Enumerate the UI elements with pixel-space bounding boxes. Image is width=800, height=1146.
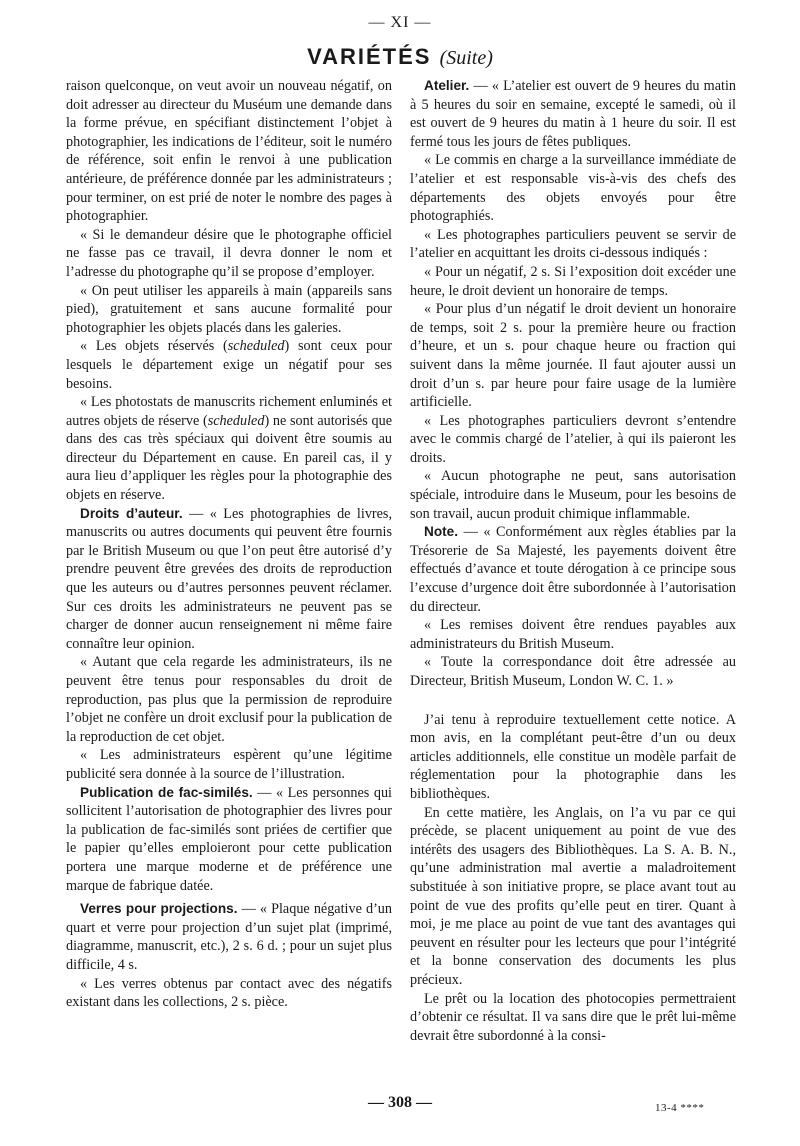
section-heading-droits: Droits d’auteur. [80, 505, 183, 521]
paragraph: « Pour un négatif, 2 s. Si l’exposition doit excéder une heure, le droit devient un honoraire de temps. [410, 263, 736, 299]
right-column [410, 77, 736, 1045]
paragraph [66, 337, 392, 393]
text: « Les photostats de manuscrits richement enluminés et autres objets de réserve ( [66, 394, 392, 429]
left-column [66, 77, 392, 1012]
paragraph: « On peut utiliser les appareils à main (appareils sans pied), gratuitement et sans aucune formalité pour photographier les objets placés dans les galeries. [66, 282, 392, 336]
printer-signature: 13-4 **** [655, 1102, 705, 1114]
paragraph: En cette matière, les Anglais, on l’a vu par ce qui précède, se placent uniquement au point de vue des intérêts des usagers des Bibliothèques. La S. A. B. N., qu’une administration mal avertie a maladroitement substituée à son initiative propre, se place avant tout au point de vue des profits qu’elle peut en tirer. Quant à moi, je me place au point de vue tant des avantages qui peuvent en résulter pour les lecteurs que pour l’intégrité et la bonne conservation des documents les plus précieux. [410, 804, 736, 988]
paragraph [66, 505, 392, 654]
paragraph [410, 77, 736, 151]
paragraph: « Aucun photographe ne peut, sans autorisation spéciale, introduire dans le Museum, pour les besoins de son travail, aucun produit chimique inflammable. [410, 468, 736, 522]
text: — « Plaque négative d’un quart et verre pour projection d’un sujet plat (imprimé, diagramme, manuscrit, etc.), 2 s. 6 d. ; pour un sujet plus difficile, 4 s. [66, 901, 392, 973]
paragraph: « Toute la correspondance doit être adressée au Directeur, British Museum, London W. C. 1. » [410, 654, 736, 689]
section-heading-note: Note. [424, 524, 458, 540]
paragraph: « Les photographes particuliers devront s’entendre avec le commis chargé de l’atelier, à qui ils paieront les droits. [410, 412, 736, 466]
paragraph [410, 523, 736, 616]
title-suite: (Suite) [439, 47, 493, 69]
text: ) ne sont autorisés que dans des cas très spéciaux qui doivent être soumis au directeur du Département en cause. En pareil cas, il y aura lieu d’appliquer les règles pour la photographie des objets en réserve. [66, 412, 392, 504]
text: — « L’atelier est ouvert de 9 heures du matin à 5 heures du soir en semaine, excepté le samedi, où il est ouvert de 9 heures du matin à 1 heure du soir. Il est fermé tous les jours de fêtes publiques. [410, 78, 736, 150]
paragraph [66, 900, 392, 974]
section-heading-atelier: Atelier. [424, 78, 470, 93]
paragraph: J’ai tenu à reproduire textuellement cette notice. A mon avis, en la complétant peut-être d’un ou deux articles additionnels, elle constitue un modèle parfait de réglementation pour la photographie dans les bibliothèques. [410, 711, 736, 802]
paragraph [66, 784, 392, 896]
paragraph: « Les photographes particuliers peuvent se servir de l’atelier en acquittant les droits ci-dessous indiqués : [410, 226, 736, 262]
paragraph: Le prêt ou la location des photocopies permettraient d’obtenir ce résultat. Il va sans dire que le prêt lui-même devrait être subordonné à la consi- [410, 990, 736, 1044]
italic-term: scheduled [207, 412, 265, 429]
page-number: — 308 — [368, 1094, 432, 1111]
italic-term: scheduled [227, 338, 285, 355]
text: — « Les personnes qui sollicitent l’autorisation de photographier des livres pour la publication de fac-similés sont priées de certifier que le papier qu’elles emploieront pour cette publication portera une marque moderne et de préférence une marque de fabrique datée. [66, 784, 392, 894]
paragraph: « Pour plus d’un négatif le droit devient un honoraire de temps, soit 2 s. pour la première heure ou fraction d’heure, et un s. pour chaque heure ou fraction qui suivent dans la même journée. Il faut ajouter aussi un droit d’un s. par heure pour faire usage de la lumière artificielle. [410, 301, 736, 411]
paragraph: raison quelconque, on veut avoir un nouveau négatif, on doit adresser au directeur du Muséum une demande dans la forme prévue, en spécifiant distinctement l’objet à photographier, les indications de l’éditeur, soit le numéro de référence, soit enfin le renvoi à une publication antérieure, de préférence donnée par les administrateurs ; pour terminer, on est prié de noter le nombre des pages à photographier. [66, 78, 392, 225]
title-text: VARIÉTÉS [307, 44, 432, 69]
paragraph: « Le commis en charge a la surveillance immédiate de l’atelier et est responsable vis-à-vis des chefs des départements des objets envoyés pour être photographiés. [410, 152, 736, 225]
paragraph: « Les verres obtenus par contact avec des négatifs existant dans les collections, 2 s. pièce. [66, 975, 392, 1011]
paragraph [66, 393, 392, 505]
section-heading-verres: Verres pour projections. [80, 901, 238, 917]
paragraph: « Les administrateurs espèrent qu’une légitime publicité sera donnée à la source de l’illustration. [66, 747, 392, 782]
section-heading-publication: Publication de fac-similés. [80, 784, 253, 800]
paragraph: « Les remises doivent être rendues payables aux administrateurs du British Museum. [410, 617, 736, 652]
paragraph: « Si le demandeur désire que le photographe officiel ne fasse pas ce travail, il devra donner le nom et l’adresse du photographe qu’il se propose d’employer. [66, 226, 392, 280]
text: ) sont ceux pour lesquels le département exige un négatif pour ses besoins. [66, 338, 393, 392]
page-title [0, 44, 800, 70]
text: — « Les photographies de livres, manuscrits ou autres documents qui peuvent être fournis par le British Museum ou que l’on peut être autorisé d’y prendre peuvent être grevées des droits de reproduction que les auteurs ou d’autres personnes peuvent réclamer. Sur ces droits les administrateurs ne peuvent pas se charger de donner aucun renseignement ni même faire connaître leur opinion. [66, 505, 393, 652]
roman-page-number: — XI — [368, 14, 432, 31]
text: « Les objets réservés ( [80, 338, 228, 355]
paragraph: « Autant que cela regarde les administrateurs, ils ne peuvent être tenus pour responsables du droit de reproduction, pas plus que la permission de reproduire l’objet ne confère un droit exclusif pour la publication de la reproduction de cet objet. [66, 654, 392, 745]
text: — « Conformément aux règles établies par la Trésorerie de Sa Majesté, les payements doivent être effectués d’avance et toute dérogation à ce principe sous l’excuse d’urgence doit être subordonnée à l’autorisation du directeur. [410, 524, 736, 615]
